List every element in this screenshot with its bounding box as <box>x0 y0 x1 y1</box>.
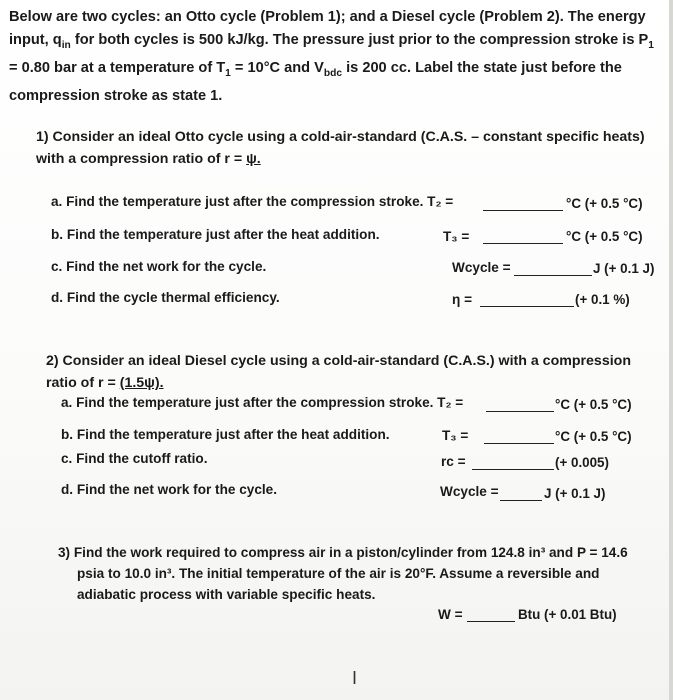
p3-answer-blank[interactable] <box>467 621 515 622</box>
problem2-heading: 2) Consider an ideal Diesel cycle using a cold-air-standard (C.A.S.) with a compression ratio of r = (1.5ψ). <box>46 353 631 391</box>
page-edge <box>669 0 673 700</box>
p1-item-a: a. Find the temperature just after the compression stroke. T₂ = <box>51 194 454 209</box>
intro-paragraph: Below are two cycles: an Otto cycle (Problem 1); and a Diesel cycle (Problem 2). The energy input, $q_{in}$ for both cycles is 500 kJ/kg. The pressure just prior to the compression stroke is $P_1 = 0.80$ bar at a temperature of $T_1 = 10^\circ C$ and $V_{bdc}$ is 200 cc. Label the state just before the compression stroke as state 1. <box>9 9 654 105</box>
p1-item-c: c. Find the net work for the cycle. <box>51 259 267 274</box>
p2-item-a-tolerance: °C (+ 0.5 °C) <box>555 397 632 412</box>
problem1-heading: 1) Consider an ideal Otto cycle using a cold-air-standard (C.A.S. – constant specific heats) with a compression ratio of r = ψ. <box>36 129 645 167</box>
p2-answer-d-blank[interactable] <box>500 500 542 501</box>
p2-item-b: b. Find the temperature just after the heat addition. <box>61 427 390 442</box>
p1-item-d: d. Find the cycle thermal efficiency. <box>51 290 280 305</box>
p2-item-d: d. Find the net work for the cycle. <box>61 482 278 497</box>
p2-item-b-symbol: T₃ = <box>442 428 469 443</box>
p1-answer-c-blank[interactable] <box>514 275 592 276</box>
p2-item-c-symbol: rc = <box>441 454 466 469</box>
p2-item-b-tolerance: °C (+ 0.5 °C) <box>555 429 632 444</box>
p1-item-d-symbol: η = <box>452 292 473 307</box>
p2-answer-c-blank[interactable] <box>472 469 554 470</box>
p2-item-d-tolerance: J (+ 0.1 J) <box>544 486 606 501</box>
p2-item-a: a. Find the temperature just after the compression stroke. T₂ = <box>61 395 464 410</box>
p1-item-b-symbol: T₃ = <box>443 229 470 244</box>
p3-work-symbol: W = <box>438 607 463 622</box>
problem3-line2: psia to 10.0 in³. The initial temperature of the air is 20°F. Assume a reversible and <box>77 566 600 581</box>
p1-item-c-tolerance: J (+ 0.1 J) <box>593 261 655 276</box>
p1-answer-b-blank[interactable] <box>483 243 563 244</box>
p1-item-d-tolerance: (+ 0.1 %) <box>575 292 630 307</box>
p1-answer-a-blank[interactable] <box>483 210 563 211</box>
p2-answer-a-blank[interactable] <box>486 411 554 412</box>
problem3-line1: 3) Find the work required to compress air in a piston/cylinder from 124.8 in³ and P = 14.6 <box>58 545 628 560</box>
p1-item-a-tolerance: °C (+ 0.5 °C) <box>566 196 643 211</box>
p2-item-d-symbol: Wcycle = <box>440 484 499 499</box>
p1-answer-d-blank[interactable] <box>480 306 574 307</box>
p2-answer-b-blank[interactable] <box>484 443 554 444</box>
p2-item-c-tolerance: (+ 0.005) <box>555 455 609 470</box>
p1-item-b-tolerance: °C (+ 0.5 °C) <box>566 229 643 244</box>
problem3-line3: adiabatic process with variable specific heats. <box>77 587 376 602</box>
p1-item-c-symbol: Wcycle = <box>452 260 511 275</box>
text-cursor-icon: I <box>352 668 358 688</box>
p1-item-b: b. Find the temperature just after the heat addition. <box>51 227 380 242</box>
p3-tolerance: Btu (+ 0.01 Btu) <box>518 607 617 622</box>
p2-item-c: c. Find the cutoff ratio. <box>61 451 208 466</box>
